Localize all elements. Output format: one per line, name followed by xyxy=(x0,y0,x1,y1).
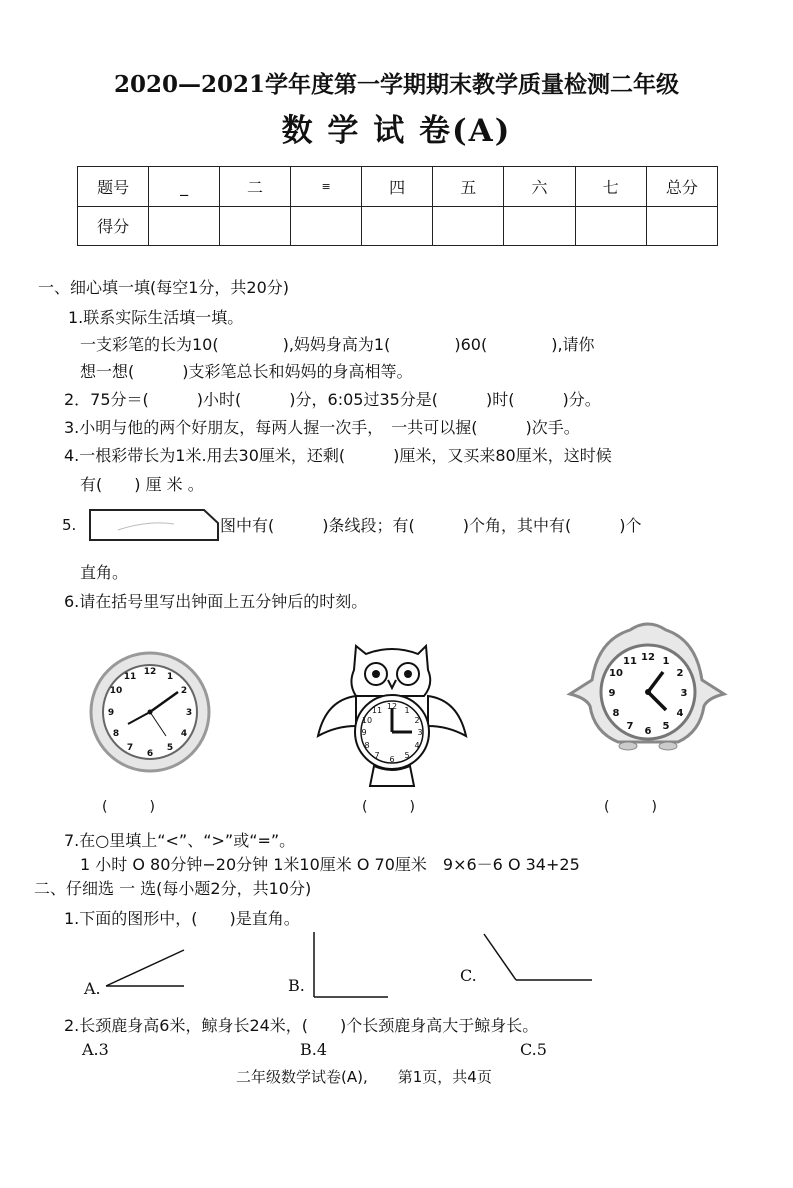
clock2-answer-blank[interactable]: ( ) xyxy=(362,799,415,815)
svg-text:3: 3 xyxy=(185,708,193,718)
svg-text:5: 5 xyxy=(166,743,174,753)
svg-text:4: 4 xyxy=(180,729,188,739)
svg-text:11: 11 xyxy=(123,672,137,682)
svg-text:6: 6 xyxy=(644,726,652,737)
svg-text:3: 3 xyxy=(680,688,688,699)
svg-text:8: 8 xyxy=(612,708,620,719)
q7-title: 7.在○里填上“<”、“>”或“=”。 xyxy=(64,831,296,850)
svg-text:4: 4 xyxy=(676,708,684,719)
s2-q2-title: 2.长颈鹿身高6米，鲸身长24米，( )个长颈鹿身高大于鲸身长。 xyxy=(64,1016,539,1035)
score-cell: 二 xyxy=(219,167,290,207)
svg-text:7: 7 xyxy=(626,721,634,732)
score-cell: 六 xyxy=(504,167,575,207)
svg-text:2: 2 xyxy=(414,716,420,725)
score-input-cell[interactable] xyxy=(362,206,433,246)
q4-line1: 4.一根彩带长为1米.用去30厘米，还剩( )厘米，又买来80厘米，这时候 xyxy=(64,446,612,465)
score-table xyxy=(77,166,718,246)
page-footer: 二年级数学试卷(A), 第1页，共4页 xyxy=(236,1068,492,1086)
q1-line1: 一支彩笔的长为10( ),妈妈身高为1( )60( ),请你 xyxy=(80,335,595,354)
score-cell: 四 xyxy=(362,167,433,207)
section1-heading: 一、细心填一填(每空1分，共20分) xyxy=(38,278,290,297)
score-table-score-row xyxy=(78,206,718,246)
q3: 3.小明与他的两个好朋友，每两人握一次手， 一共可以握( )次手。 xyxy=(64,418,580,437)
svg-text:5: 5 xyxy=(662,721,670,732)
exam-title: 数 学 试 卷(A) xyxy=(281,113,512,149)
svg-text:10: 10 xyxy=(109,686,123,696)
acute-angle-figure xyxy=(104,948,188,990)
svg-text:9: 9 xyxy=(107,708,115,718)
q5-number: 5. xyxy=(62,516,77,534)
score-cell: _ xyxy=(149,167,220,207)
svg-text:9: 9 xyxy=(608,688,616,699)
option-a-label: A. xyxy=(84,979,101,998)
svg-text:2: 2 xyxy=(676,668,684,679)
q1-title: 1.联系实际生活填一填。 xyxy=(68,308,244,327)
svg-text:7: 7 xyxy=(374,751,380,760)
score-table-header-row xyxy=(78,167,718,207)
score-input-cell[interactable] xyxy=(149,206,220,246)
svg-text:10: 10 xyxy=(609,668,623,679)
s2-q1-title: 1.下面的图形中，( )是直角。 xyxy=(64,909,300,928)
exam-header-line1: 2020—2021学年度第一学期期末教学质量检测二年级 xyxy=(113,71,680,98)
svg-text:6: 6 xyxy=(389,755,395,764)
svg-text:5: 5 xyxy=(404,751,410,760)
section2-heading: 二、仔细选 一 选(每小题2分，共10分) xyxy=(34,879,312,898)
svg-text:3: 3 xyxy=(417,728,423,737)
svg-text:8: 8 xyxy=(112,729,120,739)
score-input-cell[interactable] xyxy=(219,206,290,246)
right-angle-figure xyxy=(310,930,390,1000)
option-c-label: C. xyxy=(460,966,477,985)
q2-option-b[interactable]: B.4 xyxy=(300,1040,328,1059)
score-cell: 七 xyxy=(575,167,646,207)
option-b-label: B. xyxy=(288,976,305,995)
score-cell: 得分 xyxy=(78,206,149,246)
clock1-answer-blank[interactable]: ( ) xyxy=(102,799,155,815)
svg-text:2: 2 xyxy=(180,686,188,696)
round-clock-icon xyxy=(88,650,212,774)
svg-text:4: 4 xyxy=(414,741,420,750)
svg-text:1: 1 xyxy=(166,672,174,682)
svg-text:1: 1 xyxy=(404,706,410,715)
q7-line: 1 小时 O 80分钟−20分钟 1米10厘米 O 70厘米 9×6－6 O 34+25 xyxy=(80,855,580,874)
q1-line2: 想一想( )支彩笔总长和妈妈的身高相等。 xyxy=(80,362,413,381)
score-cell: 五 xyxy=(433,167,504,207)
score-input-cell[interactable] xyxy=(291,206,362,246)
clock3-answer-blank[interactable]: ( ) xyxy=(604,799,657,815)
q4-line2: 有( ) 厘 米 。 xyxy=(80,475,204,494)
q5-line2: 直角。 xyxy=(80,563,129,582)
penguin-clock-icon xyxy=(566,620,730,752)
score-input-cell[interactable] xyxy=(575,206,646,246)
score-cell: 题号 xyxy=(78,167,149,207)
q2-option-a[interactable]: A.3 xyxy=(82,1040,109,1059)
svg-text:9: 9 xyxy=(361,728,367,737)
svg-text:12: 12 xyxy=(386,702,398,711)
q5-text: 图中有( )条线段；有( )个角，其中有( )个 xyxy=(220,516,642,535)
svg-text:12: 12 xyxy=(641,652,655,663)
score-input-cell[interactable] xyxy=(504,206,575,246)
pentagon-figure xyxy=(88,506,220,542)
q6-title: 6.请在括号里写出钟面上五分钟后的时刻。 xyxy=(64,592,368,611)
score-input-cell[interactable] xyxy=(433,206,504,246)
svg-text:10: 10 xyxy=(361,716,373,725)
svg-text:11: 11 xyxy=(371,706,383,715)
svg-text:12: 12 xyxy=(143,667,157,677)
q2-option-c[interactable]: C.5 xyxy=(520,1040,547,1059)
q2: 2．75分＝( )小时( )分，6:05过35分是( )时( )分。 xyxy=(64,390,601,409)
svg-text:11: 11 xyxy=(623,656,637,667)
score-cell: ≡ xyxy=(291,167,362,207)
svg-text:7: 7 xyxy=(126,743,134,753)
owl-clock-icon xyxy=(316,640,468,792)
svg-text:6: 6 xyxy=(146,749,154,759)
score-input-cell[interactable] xyxy=(646,206,717,246)
svg-text:1: 1 xyxy=(662,656,670,667)
obtuse-angle-figure xyxy=(480,930,594,984)
score-cell: 总分 xyxy=(646,167,717,207)
svg-text:8: 8 xyxy=(364,741,370,750)
